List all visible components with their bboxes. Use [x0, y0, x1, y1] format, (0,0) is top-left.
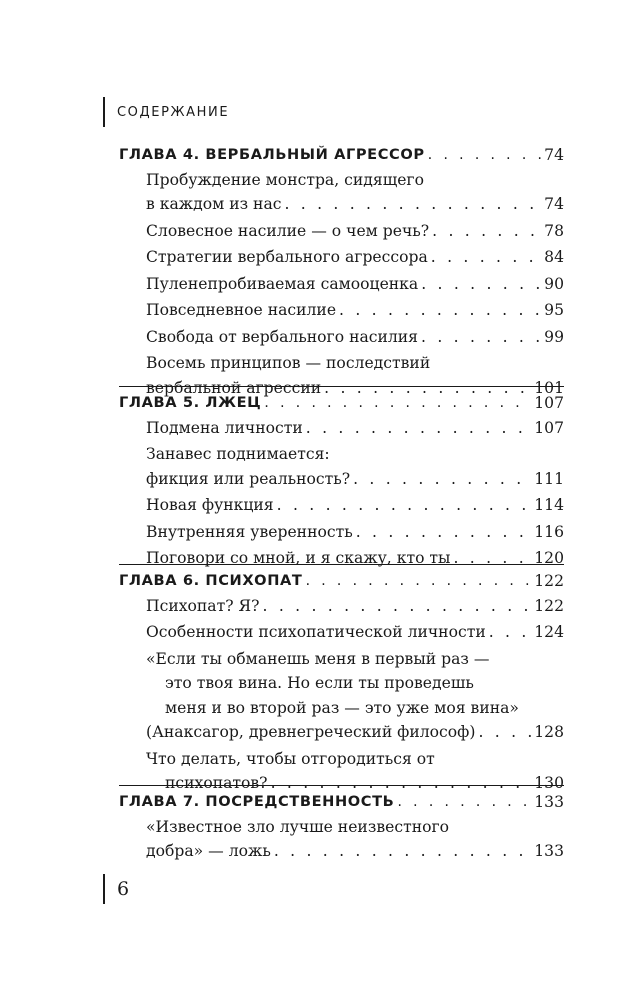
- chapter-page-number: 107: [534, 394, 564, 412]
- chapter-title: ГЛАВА 7. ПОСРЕДСТВЕННОСТЬ: [119, 793, 395, 810]
- toc-entry[interactable]: [119, 647, 564, 745]
- entry-line: вербальной агрессии: [146, 378, 322, 397]
- entry-line: это твоя вина. Но если ты проведешь: [165, 674, 474, 692]
- running-head-title: СОДЕРЖАНИЕ: [117, 104, 230, 120]
- dot-leader: [489, 620, 532, 645]
- dot-leader: [397, 790, 531, 815]
- entry-line: меня и во второй раз — это уже моя вина»: [165, 698, 519, 717]
- entry-line: Что делать, чтобы отгородиться от: [146, 749, 435, 768]
- entry-line: в каждом из нас: [146, 195, 282, 213]
- entry-line: Стратегии вербального агрессора: [146, 248, 428, 266]
- entry-page-number: 114: [534, 496, 564, 514]
- chapter-6: [119, 564, 564, 798]
- dot-leader: [284, 192, 541, 217]
- entry-page-number: 101: [534, 378, 564, 397]
- entry-page-number: 130: [534, 774, 564, 792]
- chapter-page-number: 74: [544, 146, 564, 164]
- entry-line: Поговори со мной, и я скажу, кто ты: [146, 549, 451, 567]
- dot-leader: [274, 839, 531, 864]
- chapter-5: [119, 386, 564, 573]
- dot-leader: [356, 520, 532, 545]
- toc-entry[interactable]: [119, 620, 564, 645]
- entry-line: психопатов?: [165, 774, 268, 792]
- entry-page-number: 128: [534, 723, 564, 741]
- dot-leader: [306, 416, 531, 441]
- entry-page-number: 99: [544, 327, 564, 346]
- entry-line: Пробуждение монстра, сидящего: [146, 170, 424, 189]
- entry-page-number: 90: [544, 274, 564, 293]
- entry-line: добра» — ложь: [146, 842, 271, 860]
- entry-line: Подмена личности: [146, 418, 303, 437]
- entry-line: Занавес поднимается:: [146, 445, 330, 463]
- chapter-7: [119, 785, 564, 866]
- dot-leader: [432, 219, 541, 244]
- dot-leader: [421, 325, 541, 350]
- entry-line: фикция или реальность?: [146, 469, 351, 488]
- chapter-page-number: 133: [534, 793, 564, 811]
- entry-line: Психопат? Я?: [146, 596, 260, 615]
- entry-page-number: 78: [544, 221, 564, 240]
- chapter-title-row[interactable]: [119, 391, 564, 416]
- entry-page-number: 84: [544, 248, 564, 266]
- entry-line: Свобода от вербального насилия: [146, 327, 419, 346]
- entry-line: «Если ты обманешь меня в первый раз —: [146, 649, 490, 668]
- chapter-title: ГЛАВА 5. ЛЖЕЦ: [119, 394, 262, 411]
- entry-page-number: 107: [534, 418, 564, 437]
- toc-entry[interactable]: [119, 325, 564, 350]
- chapter-title: ГЛАВА 6. ПСИХОПАТ: [119, 572, 303, 589]
- dot-leader: [428, 143, 542, 168]
- entry-page-number: 120: [534, 549, 564, 567]
- page-number-value: 6: [117, 878, 130, 900]
- toc-entry[interactable]: [119, 416, 564, 441]
- entry-line: «Известное зло лучше неизвестного: [146, 817, 450, 836]
- toc-entry[interactable]: [119, 520, 564, 545]
- toc-entry[interactable]: [119, 594, 564, 619]
- toc-entry[interactable]: [119, 168, 564, 217]
- chapter-title: ГЛАВА 4. ВЕРБАЛЬНЫЙ АГРЕССОР: [119, 146, 425, 163]
- dot-leader: [339, 298, 541, 323]
- chapter-title-row[interactable]: [119, 790, 564, 815]
- dot-leader: [277, 493, 532, 518]
- chapter-title-row[interactable]: [119, 569, 564, 594]
- entry-page-number: 124: [534, 623, 564, 641]
- entry-page-number: 116: [534, 522, 564, 541]
- toc-entry[interactable]: [119, 245, 564, 270]
- entry-line: Пуленепробиваемая самооценка: [146, 274, 419, 293]
- dot-leader: [421, 272, 541, 297]
- entry-line: Внутренняя уверенность: [146, 522, 353, 541]
- toc-entry[interactable]: [119, 493, 564, 518]
- page-number: [103, 874, 129, 904]
- entry-line: Особенности психопатической личности: [146, 623, 486, 641]
- entry-line: Словесное насилие — о чем речь?: [146, 221, 430, 240]
- dot-leader: [353, 467, 531, 492]
- entry-page-number: 74: [544, 195, 564, 213]
- entry-line: Восемь принципов — последствий: [146, 354, 431, 372]
- dot-leader: [263, 594, 532, 619]
- chapter-4: [119, 143, 564, 402]
- toc-entry[interactable]: [119, 298, 564, 323]
- entry-line: Повседневное насилие: [146, 301, 337, 319]
- entry-line: Новая функция: [146, 496, 274, 514]
- running-head: [103, 97, 229, 127]
- chapter-title-row[interactable]: [119, 143, 564, 168]
- dot-leader: [431, 245, 541, 270]
- entry-page-number: 95: [544, 301, 564, 319]
- entry-line: (Анаксагор, древнегреческий философ): [146, 723, 476, 741]
- chapter-page-number: 122: [534, 572, 564, 590]
- dot-leader: [305, 569, 531, 594]
- entry-page-number: 122: [534, 596, 564, 615]
- dot-leader: [478, 720, 531, 745]
- entry-page-number: 111: [534, 469, 564, 488]
- toc-entry[interactable]: [119, 272, 564, 297]
- toc-entry[interactable]: [119, 815, 564, 864]
- entry-page-number: 133: [534, 842, 564, 860]
- dot-leader: [264, 391, 531, 416]
- toc-entry[interactable]: [119, 219, 564, 244]
- toc-entry[interactable]: [119, 442, 564, 491]
